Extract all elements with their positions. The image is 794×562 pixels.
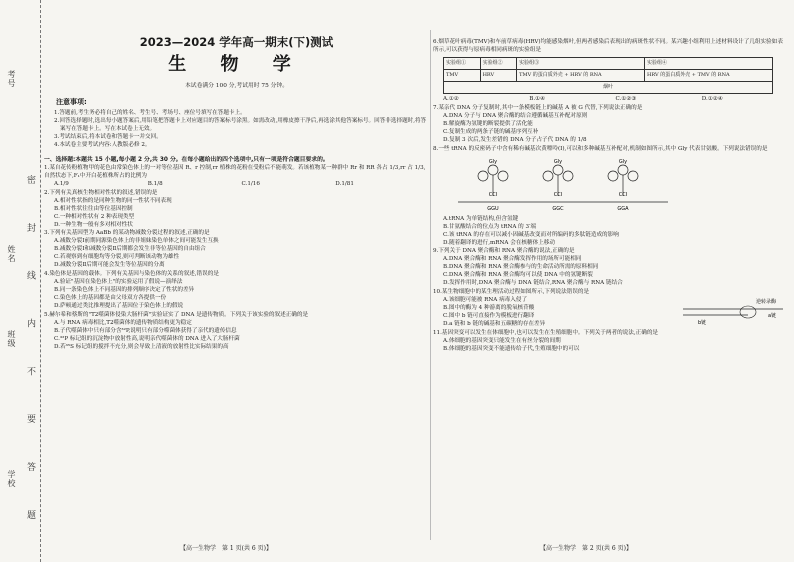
question-4 <box>44 271 429 311</box>
option: B.1/8 <box>147 180 163 187</box>
question-stem: 5.赫尔希和蔡斯的"T2噬菌体侵染大肠杆菌"实验证实了 DNA 是遗传物质。下列关于该实验的叙述正确的是 <box>44 311 309 318</box>
binding-strip <box>0 0 41 562</box>
question-stem: 9.下列关于 DNA 聚合酶和 RNA 聚合酶的说法,正确的是 <box>433 248 575 255</box>
option: D.发挥作用时,DNA 聚合酶与 DNA 链结合,RNA 聚合酶与 RNA 链结合 <box>443 280 623 287</box>
table-cell: TMV 的蛋白质外壳 + HRV 的 RNA <box>517 69 645 81</box>
option: B.①④ <box>529 96 546 103</box>
reverse-transcription-figure <box>678 297 788 327</box>
exam-meta: 本试卷满分 100 分,考试用时 75 分钟。 <box>184 82 288 89</box>
question-stem: 2.下列有关真核生物相对性状的叙述,错误的是 <box>44 189 158 196</box>
question-stem: 6.烟草花叶病毒(TMV)和车前草病毒(HRV)均能感染烟叶,但两者感染后表现出的病斑性状不同。某兴趣小组利用上述材料设计了几组实验如表所示,可以获得与原病毒相同病斑的实验组是 <box>433 39 783 53</box>
option: A.与 RNA 病毒相比,T2噬菌体的遗传物质结构更为稳定 <box>54 319 192 326</box>
enzyme-label: 逆转录酶 <box>756 299 777 306</box>
question-5 <box>44 312 429 352</box>
option: C.图中 b 链可直接作为模板进行翻译 <box>443 312 535 319</box>
option: B.甘氨酸结合的位点为 tRNA 的 3′端 <box>443 223 536 230</box>
option: D.若³⁵S 标记组的搅拌不充分,则会导致上清液的放射性比实际结果的高 <box>54 343 229 350</box>
question-10 <box>433 289 788 329</box>
question-stem: 10.某生物细胞中的某生理活动过程如图所示,下列说法错误的是 <box>433 289 590 296</box>
option: A.相对性状指的是同种生物的同一性状不同表现 <box>54 197 172 204</box>
question-stem: 3.下列有关基因型为 AaBb 的某动物减数分裂过程的叙述,正确的是 <box>44 230 210 237</box>
notice-heading: 注意事项: <box>56 98 87 107</box>
question-9 <box>433 248 788 288</box>
notice-item: 1.答题前,考生务必将自己的姓名、考生号、考场号、座位号填写在答题卡上。 <box>54 110 246 117</box>
option: B.体细胞的基因突变不能遗传给子代,生殖细胞中的可以 <box>443 345 580 352</box>
question-stem: 4.染色体是基因的载体。下列有关基因与染色体的关系的叙述,错误的是 <box>44 271 219 278</box>
exam-title: 2023—2024 学年高一期末(下)测试 <box>139 35 334 49</box>
option: B.DNA 聚合酶和 RNA 聚合酶参与的生命活动所需的原料相同 <box>443 264 599 271</box>
option: C.该 tRNA 的存在可以减小因碱基改变而对所编码的多肽链造成的影响 <box>443 231 619 238</box>
option: D.复制 3 次后,发生差错的 DNA 分子占子代 DNA 的 1/8 <box>443 136 587 143</box>
option: C.³²P 标记组的沉淀物中放射性高,说明亲代噬菌体的 DNA 进入了大肠杆菌 <box>54 335 240 342</box>
option: A.该细胞可能被 RNA 病毒入侵了 <box>443 297 528 304</box>
option: C.复制生成的两条子链的碱基序列互补 <box>443 128 539 135</box>
option: B.相对性状往往由等位基因控制 <box>54 205 133 212</box>
option: A.体细胞的基因突变只能发生在有丝分裂的间期 <box>443 337 561 344</box>
notice-item: 2.回答选择题时,选出每小题答案后,用铅笔把答题卡上对应题目的答案标号涂黑。如需改动,用橡皮擦干净后,再选涂其他答案标号。回答非选择题时,将答案写在答题卡上。写在本试卷上无效。 <box>54 117 427 132</box>
right-column <box>433 38 788 354</box>
section-heading: 一、选择题:本题共 15 小题,每小题 2 分,共 30 分。在每小题给出的四个选项中,只有一项是符合题目要求的。 <box>44 156 329 163</box>
option: A.DNA 分子与 DNA 聚合酶的结合遵循碱基互补配对原则 <box>443 113 588 120</box>
option-row <box>44 181 429 189</box>
school-label: 学校 <box>7 470 16 488</box>
question-11 <box>433 330 788 354</box>
table-header: 实验组③ <box>517 57 645 69</box>
table-cell: HRV <box>480 69 517 81</box>
seal-line-text: 密 封 线 内 不 要 答 题 <box>25 175 35 538</box>
option: A.1/9 <box>54 180 69 187</box>
notice-item: 3.考试结束后,将本试卷和答题卡一并交回。 <box>54 133 162 140</box>
question-stem: 8.一些 tRNA 的反密码子中含有稀有碱基次黄嘌呤(I),可以和多种碱基互补配对,机制如图所示,其中 Gly 代表甘氨酸。下列说法错误的是 <box>433 145 768 152</box>
option-row <box>433 96 788 104</box>
table-header: 实验组② <box>480 57 517 69</box>
b-strand-label: b链 <box>698 320 707 327</box>
option: D.一种生物一般有多对相对性状 <box>54 221 133 228</box>
table-cell: TMV <box>444 69 481 81</box>
question-stem: 1.某自花传粉植物甲的花色由常染色体上的一对等位基因 R、r 控制,rr 植株的花粉在受粉后不能萌发。若该植物某一种群中 Rr 和 RR 各占 1/3,rr 占 1/3,自然状态下,F₁中开白花植株所占的比例为 <box>44 164 426 179</box>
anticodon-label: CCI <box>488 191 498 198</box>
codon-label: GGA <box>617 205 629 212</box>
question-stem: 7.某亲代 DNA 分子复制时,其中一条模板链上的碱基 A 被 G 代替,下列说法正确的是 <box>433 105 643 112</box>
option: D.①②④ <box>701 96 723 103</box>
option: A.①② <box>443 96 459 103</box>
gly-label: Gly <box>488 158 498 165</box>
notice-item: 4.本试卷主要考试内容:人教版必修 2。 <box>54 141 151 148</box>
codon-label: GGU <box>487 205 499 212</box>
option: D.随着翻译的进行,mRNA 会在核糖体上移动 <box>443 239 555 246</box>
anticodon-label: CCI <box>553 191 563 198</box>
table-header: 实验组④ <box>645 57 773 69</box>
question-1 <box>44 165 429 189</box>
question-3 <box>44 230 429 270</box>
option: A.验证"基因在染色体上"的实验运用了假说—演绎法 <box>54 279 183 286</box>
question-7 <box>433 105 788 145</box>
gly-label: Gly <box>553 158 563 165</box>
option: C.一种相对性状有 2 种表现类型 <box>54 213 135 220</box>
option: B.解旋酶为氢键的断裂提供了活化能 <box>443 120 533 127</box>
option: C.1/16 <box>241 180 260 187</box>
codon-label: GGC <box>552 205 564 212</box>
option: B.同一条染色体上不同基因的排列顺序决定了性状的差异 <box>54 287 195 293</box>
option: A.DNA 聚合酶和 RNA 聚合酶发挥作用的场所可能相同 <box>443 256 582 263</box>
column-divider <box>430 30 431 540</box>
option: D.a 链和 b 链的碱基和五碳糖的存在差异 <box>443 320 546 327</box>
left-column <box>44 0 429 352</box>
option: B.减数分裂Ⅰ和减数分裂Ⅱ后期都会发生非等位基因的自由组合 <box>54 246 206 253</box>
option: D.减数分裂Ⅱ后期可能会发生等位基因的分离 <box>54 262 165 269</box>
experiment-table <box>443 57 773 94</box>
option: B.图中的酶为 4 种游离的脱氧核苷酸 <box>443 305 535 312</box>
subject-title: 生 物 学 <box>168 54 305 76</box>
table-footer: 烟叶 <box>444 82 773 94</box>
anticodon-label: CCI <box>618 191 628 198</box>
question-6 <box>433 39 788 104</box>
question-stem: 11.基因突变可以发生在体细胞中,也可以发生在生殖细胞中。下列关于两者的说法,正确的是 <box>433 329 659 336</box>
option: C.若观察到有细胞均等分裂,则可判断该动物为雄性 <box>54 254 180 261</box>
option: A.tRNA 为单链结构,但含氢键 <box>443 215 519 222</box>
question-8 <box>433 146 788 248</box>
option: A.减数分裂Ⅰ前期同源染色体上的非姐妹染色单体之间可能发生互换 <box>54 238 219 245</box>
option: B.子代噬菌体中只有部分含³²P,说明只有部分噬菌体获得了亲代的遗传信息 <box>54 327 237 334</box>
option: C.DNA 聚合酶和 RNA 聚合酶均可以使 DNA 中的氢键断裂 <box>443 272 593 279</box>
name-label: 姓名 <box>7 245 16 263</box>
option: C.染色体上的基因都是由父母双方各提供一份 <box>54 294 167 301</box>
option: D.萨顿通过类比推理提出了基因位于染色体上的假说 <box>54 302 184 309</box>
question-2 <box>44 190 429 230</box>
right-page-footer: 【高一生物学 第 2 页(共 6 页)】 <box>540 545 632 552</box>
option: C.①②③ <box>615 96 637 103</box>
option: D.1/81 <box>335 180 354 187</box>
gly-label: Gly <box>618 158 628 165</box>
table-cell: HRV 的蛋白质外壳 + TMV 的 RNA <box>645 69 773 81</box>
kaohao-label: 考号 <box>7 70 16 88</box>
enzyme-shape <box>740 306 756 318</box>
class-label: 班级 <box>7 330 16 348</box>
left-page-footer: 【高一生物学 第 1 页(共 6 页)】 <box>180 545 272 552</box>
a-strand-label: a链 <box>768 313 777 320</box>
trna-figure <box>453 156 673 214</box>
table-header: 实验组① <box>444 57 481 69</box>
